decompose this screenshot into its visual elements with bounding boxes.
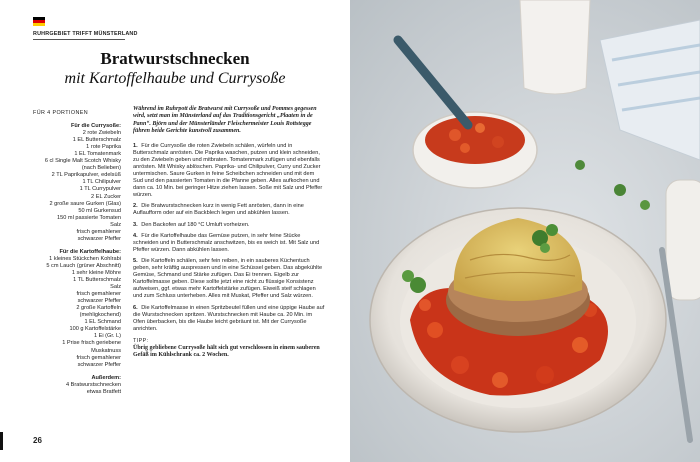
ingredient-line: 2 EL Zucker [91,193,121,200]
ingredient-line: 2 große saure Gurken (Glas) [49,200,121,207]
recipe-step [133,203,325,217]
ingredient-line: 50 ml Gurkensud [78,207,121,214]
ingredient-line: 5 cm Lauch (grüner Abschnitt) [46,262,121,269]
step-text: Die Bratwurstschnecken kurz in wenig Fett anrösten, dann in eine Auflaufform oder auf ein Backblech legen und abkühlen lassen. [133,203,304,217]
page-edge-marker [0,432,3,450]
ingredient-line: 1 rote Paprika [86,144,121,151]
ingredient-group-heading: Für die Currysoße: [70,123,121,130]
ingredient-line: 1 EL Tomatenmark [74,151,121,158]
ingredient-line: 6 cl Single Malt Scotch Whisky [44,158,121,165]
ingredient-line: frisch gemahlener [76,291,121,298]
step-number: 5. [133,257,138,264]
ingredient-line: schwarzer Pfeffer [77,298,121,305]
ingredient-line: 1 kleines Stückchen Kohlrabi [49,255,121,262]
salt-shaker [520,0,590,94]
ingredient-line: Muskatnuss [91,347,121,354]
recipe-title: Bratwurstschnecken [100,49,250,68]
ingredient-line: 1 EL Butterschmalz [72,137,121,144]
ingredient-line: 1 TL Chilipulver [82,179,121,186]
ingredient-line: 2 große Kartoffeln [76,305,121,312]
ingredient-line: frisch gemahlener [76,228,121,235]
ingredient-line: 2 rote Zwiebeln [82,130,121,137]
recipe-step [133,305,325,333]
portions-label: FÜR 4 PORTIONEN [33,110,89,116]
steps-list [133,143,325,333]
section-label: RUHRGEBIET TRIFFT MÜNSTERLAND [33,31,138,37]
tip-label: TIPP: [133,337,149,344]
step-text: Für die Currysoße die roten Zwiebeln schälen, würfeln und in Butterschmalz anrösten. Die Paprika waschen, putzen und klein schneiden, zu den Zwiebeln geben und mitbraten. Tomatenmark zufügen und ebenfalls anrösten. Mit Whisky ablöschen. Paprika- und Chilipulver, Curry und Zucker untermischen. Saure Gurken in feine Scheibchen schneiden und mit dem Sud und den passierten Tomaten in die Pfanne geben. Alles aufkochen und dann ca. 10 Min. bei geringer Hitze ziehen lassen. Soße mit Salz und Pfeffer würzen. [133,142,323,199]
recipe-step [133,222,325,229]
page-number: 26 [33,436,42,445]
recipe-subtitle: mit Kartoffelhaube und Currysoße [64,70,286,87]
ingredient-line: schwarzer Pfeffer [77,361,121,368]
ingredient-line: 150 ml passierte Tomaten [57,214,121,221]
step-text: Den Backofen auf 180 °C Umluft vorheizen. [139,221,250,228]
step-number: 1. [133,142,138,149]
ingredient-line: (mehligkochend) [79,312,121,319]
ingredient-line: Salz [110,221,121,228]
recipe-intro: Während im Ruhrpott die Bratwurst mit Currysoße und Pommes gegessen wird, setzt man im Münsterland auf das Traditionsgericht „Plaaten in de Pann“. Björn und der Münsterländer Fleischermeister Louis Rottstegge führen beide Gerichte kunstvoll zusammen. [133,106,317,135]
section-divider [33,39,125,40]
tip-text: Übrig gebliebene Currysoße hält sich gut verschlossen in einem sauberen Gefäß im Kühlschrank ca. 2 Wochen. [133,344,320,359]
ingredient-line: 100 g Kartoffelstärke [69,326,121,333]
ingredient-line: 1 EL Schmand [84,319,121,326]
step-text: Die Kartoffelmasse in einen Spritzbeutel füllen und eine üppige Haube auf die Wurstschnecken spritzen. Wurstschnecken mit Haube ca. 20 Min. im Ofen überbacken, bis die Haube leicht gebräunt ist. Mit der Currysoße anrichten. [133,304,325,332]
method-column [133,106,325,360]
step-text: Für die Kartoffelhaube das Gemüse putzen, in sehr feine Stücke schneiden und in Butterschmalz anschwitzen, bis es weich ist. Mit Salz und Pfeffer würzen. Dann abkühlen lassen. [133,232,320,253]
step-text: Die Kartoffeln schälen, sehr fein reiben, in ein sauberes Küchentuch geben, sehr kräftig auspressen und in eine Schüssel geben. Das abgekühlte Gemüse, Schmand und Stärke zufügen. Das Ei trennen. Eigelb zur Kartoffelmasse geben. Diese sollte jetzt eine nicht zu flüssige Konsistenz aufweisen, ggf. etwas mehr Kartoffelstärke zufügen. Eiweiß steif schlagen und zum Schluss unterheben. Alles mit Muskat, Pfeffer und Salz würzen. [133,257,323,300]
recipe-step [133,233,325,254]
ingredient-group-heading: Für die Kartoffelhaube: [59,248,121,255]
step-number: 2. [133,203,138,210]
ingredient-line: frisch gemahlener [76,354,121,361]
flag-stripe-gold [33,23,45,26]
ingredient-line: schwarzer Pfeffer [77,235,121,242]
ingredient-line: 1 sehr kleine Möhre [71,269,121,276]
ingredient-line: 2 TL Paprikapulver, edelsüß [51,172,121,179]
step-number: 6. [133,304,138,311]
recipe-step [133,258,325,301]
dish-photo-illustration [350,0,700,462]
ingredient-line: 1 Prise frisch geriebene [62,340,121,347]
pepper-shaker [666,180,700,300]
ingredient-groups [33,123,121,396]
ingredient-line: 1 TL Currypulver [79,186,121,193]
ingredient-line: etwas Bratfett [86,388,121,395]
ingredient-line: (nach Belieben) [81,165,121,172]
ingredient-line: Salz [110,284,121,291]
step-number: 3. [133,221,138,228]
ingredient-line: 1 Ei (Gr. L) [93,333,121,340]
ingredients-column [33,110,121,396]
ingredient-line: 1 TL Butterschmalz [73,277,121,284]
spoon [398,40,468,125]
napkin [600,20,700,160]
dish-photo [350,0,700,462]
german-flag-icon [33,17,45,26]
ingredient-line: 4 Bratwurstschnecken [65,381,121,388]
ingredient-group-heading: Außerdem: [91,374,121,381]
step-number: 4. [133,232,138,239]
recipe-step [133,143,325,200]
